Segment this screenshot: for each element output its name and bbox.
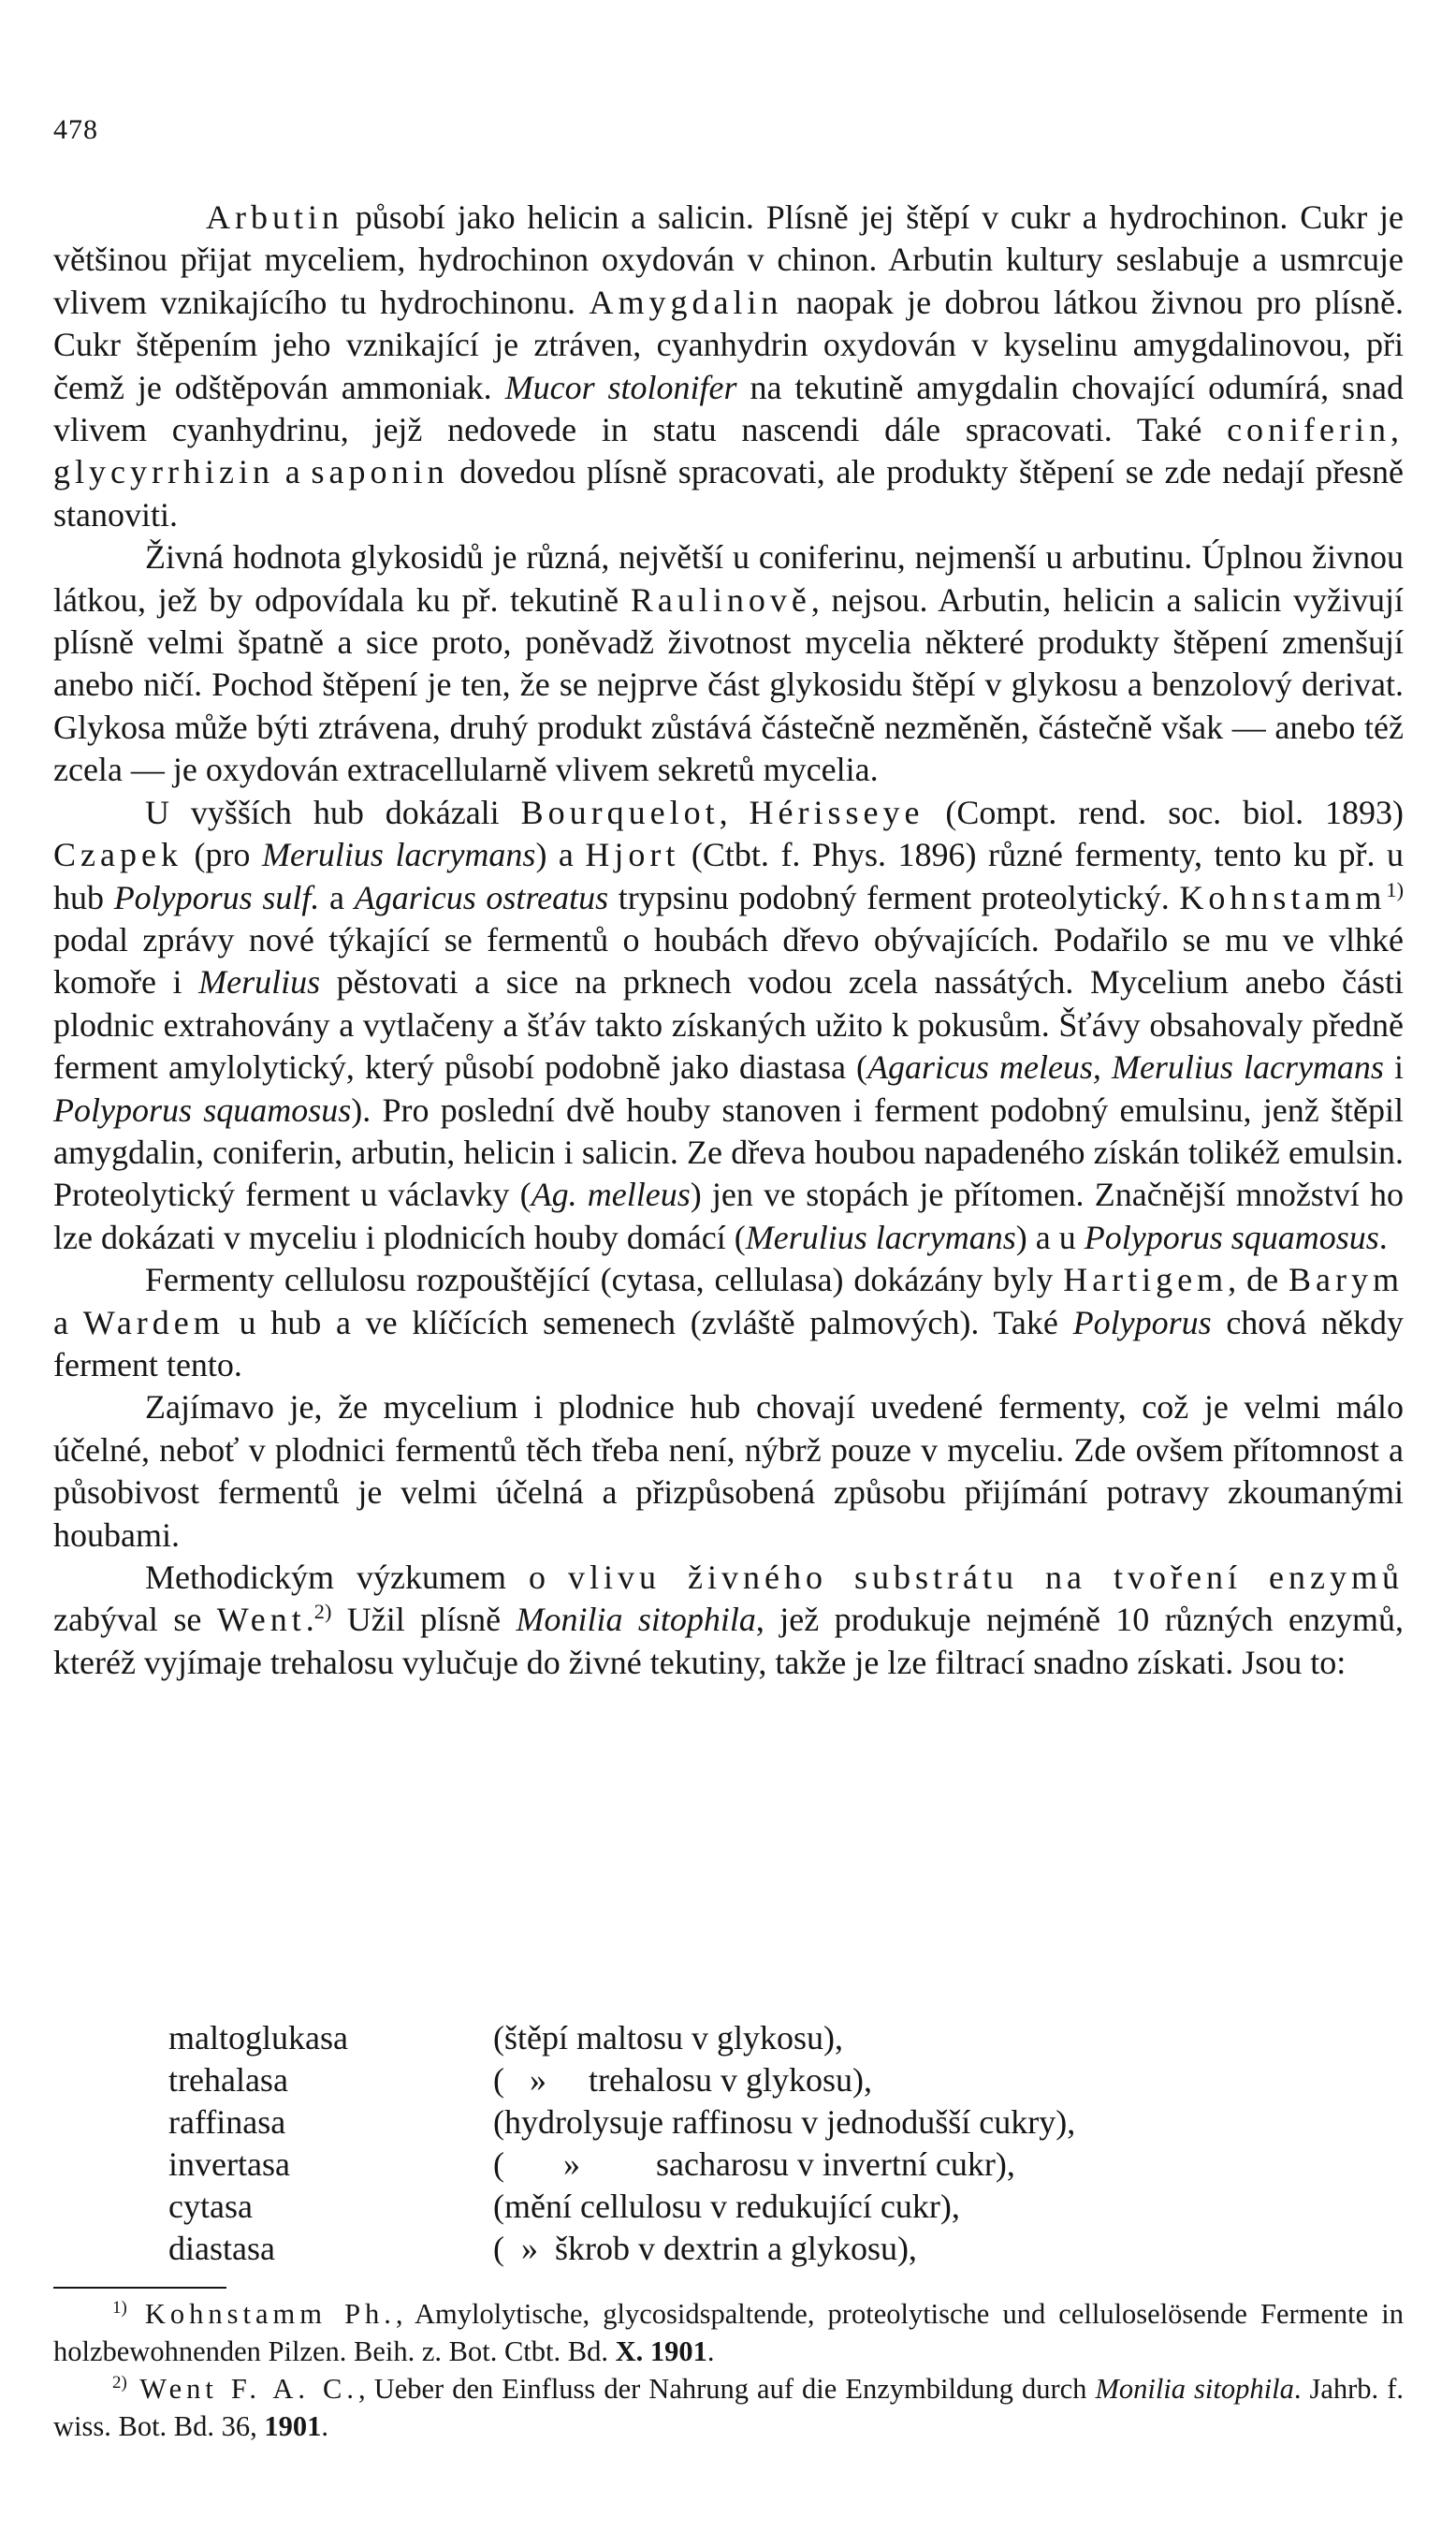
term-amygdalin: Amygdalin — [589, 283, 783, 321]
enzyme-name: raffinasa — [168, 2103, 286, 2141]
footnote-author: Went F. A. C. — [126, 2373, 359, 2405]
footnotes — [53, 2295, 1404, 2445]
enzyme-row — [168, 2059, 1075, 2101]
text-span: i — [1383, 1048, 1404, 1087]
species-merulius: Merulius lacrymans — [261, 836, 536, 874]
enzyme-desc: ( » trehalosu v glykosu), — [493, 2061, 872, 2099]
paragraph-arbutin — [53, 197, 1404, 536]
text-span: Methodickým výzkumem o — [145, 1559, 569, 1596]
author-ward: Wardem — [82, 1303, 225, 1341]
enzyme-desc: (hydrolysuje raffinosu v jednodušší cukry), — [493, 2103, 1076, 2141]
species-merulius: Merulius — [198, 963, 321, 1002]
text-span: , Ueber den Einfluss der Nahrung auf die Enzymbildung durch — [358, 2373, 1096, 2405]
author-czapek: Czapek — [53, 836, 182, 874]
paragraph-vyssi-houby — [53, 792, 1404, 1259]
author-hjort: Hjort — [585, 836, 680, 874]
enzyme-name: trehalasa — [168, 2061, 288, 2099]
enzyme-name: cytasa — [168, 2188, 253, 2225]
author-hartig: Hartigem — [1063, 1261, 1229, 1299]
species-agaricus: Ag. melleus — [531, 1176, 691, 1214]
species-polyporus: Polyporus squamosus — [1084, 1218, 1379, 1256]
text-span: . Jahrb. f. wiss. Bot. Bd. 36, — [53, 2373, 1404, 2442]
text-span: (Ctbt. f. Phys. 1896) různé fermenty, tento ku př. u hub — [53, 836, 1405, 916]
enzyme-row — [168, 2017, 1075, 2059]
author-bary: Barym — [1289, 1261, 1404, 1299]
text-span: ) a — [535, 836, 586, 874]
footnote-mark: 1) — [112, 2297, 127, 2318]
text-span: naopak je dobrou látkou živnou pro plísně. Cukr štěpením jeho vznikající je ztráven, cyanhydrin oxydován v kyselinu amygdalinovou, při čemž je odštěpován ammoniak. — [53, 283, 1405, 406]
text-span: . — [305, 1601, 314, 1639]
enzyme-list — [168, 2017, 1075, 2270]
species-monilia: Monilia sitophila — [516, 1601, 756, 1639]
author-herisseye: Hérisseye — [749, 793, 925, 831]
text-span: Fermenty cellulosu rozpouštějící (cytasa, cellulasa) dokázány byly — [145, 1261, 1064, 1299]
term-arbutin: Arbutin — [206, 198, 343, 236]
author-bourquelot: Bourquelot — [520, 793, 720, 831]
text-span: a — [273, 453, 312, 491]
body-text — [53, 197, 1404, 1684]
text-span: trypsinu podobný ferment proteolytický. — [608, 878, 1180, 916]
text-span: ) jen ve stopách je přítomen. Značnější množství ho lze dokázati v myceliu i plodnicích houby domácí ( — [53, 1176, 1404, 1256]
footnote-2 — [53, 2370, 1404, 2445]
text-span: U vyšších hub dokázali — [145, 793, 521, 831]
species-polyporus: Polyporus squamosus — [53, 1090, 352, 1129]
term-saponin: saponin — [311, 453, 449, 491]
text-span: podal zprávy nové týkající se fermentů o houbách dřevo obývajících. Podařilo se mu ve vlhké komoře i — [53, 920, 1404, 1002]
text-span: ). Pro poslední dvě houby stanoven i ferment podobný emulsinu, jenž štěpil amygdalin, coniferin, arbutin, helicin i salicin. Ze dřeva houbou napadeného získán tolikéž emulsin. Proteolytický ferment u václavky ( — [53, 1090, 1404, 1214]
enzyme-name: invertasa — [168, 2145, 290, 2183]
text-span: , nejsou. Arbutin, helicin a salicin vyživují plísně velmi špatně a sice proto, poněvadž životnost mycelia některé produkty štěpení zmenšují anebo ničí. Pochod štěpení je ten, že se nejprve část glykosidu štěpí v glykosu a benzolový derivat. Glykosa může býti ztrávena, druhý produkt zůstává částečně nezměněn, částečně však — anebo též zcela — je oxydován extracellularně vlivem sekretů mycelia. — [53, 580, 1404, 789]
enzyme-row — [168, 2144, 1075, 2186]
text-span: na tekutině amygdalin chovající odumírá, snad vlivem cyanhydrinu, jejž nedovede in statu nascendi dále spracovati. Také — [53, 368, 1405, 449]
paragraph-mycelium: Zajímavo je, že mycelium i plodnice hub chovají uvedené fermenty, což je velmi málo účelné, neboť v plodnici fermentů těch třeba není, nýbrž pouze v myceliu. Zde ovšem přítomnost a působivost fermentů je velmi účelná a přizpůsobená způsobu přijímání potravy zkoumanými houbami. — [53, 1388, 1404, 1554]
term-vliv-substratu: vlivu živného substrátu na tvoření enzymů — [568, 1559, 1404, 1596]
text-span: ) a u — [1015, 1218, 1085, 1256]
footnote-year: 1901 — [264, 2410, 322, 2442]
enzyme-name: maltoglukasa — [168, 2019, 348, 2056]
text-span: , Amylolytische, glycosidspaltende, proteolytische und celluloselösende Fermente in holzbewohnenden Pilzen. Beih. z. Bot. Ctbt. Bd. — [53, 2298, 1404, 2367]
author-went: Went — [216, 1601, 306, 1639]
footnote-mark: 2) — [112, 2372, 127, 2393]
page-number: 478 — [53, 114, 98, 145]
term-raulin: Raulinově — [630, 580, 811, 619]
paragraph-went — [53, 1557, 1404, 1684]
species-monilia: Monilia sitophila — [1095, 2373, 1294, 2405]
text-span: zabýval se — [53, 1601, 217, 1639]
footnote-volume: X. 1901 — [615, 2335, 707, 2367]
enzyme-name: diastasa — [168, 2230, 275, 2267]
term-coniferin: coniferin, glycyrrhizin — [53, 411, 1404, 491]
text-span: (Compt. rend. soc. biol. 1893) — [924, 793, 1405, 831]
footnote-ref-2[interactable]: 2) — [313, 1600, 332, 1624]
text-span: . — [321, 2410, 329, 2442]
enzyme-desc: ( » škrob v dextrin a glykosu), — [493, 2230, 917, 2267]
footnote-author: Kohnstamm Ph. — [126, 2298, 396, 2330]
enzyme-row — [168, 2228, 1075, 2270]
enzyme-row — [168, 2186, 1075, 2228]
text-span: pěstovati a sice na prknech vodou zcela nassátých. Mycelium anebo části plodnic extrahovány a vytlačeny a šťáv takto získaných užito k pokusům. Šťávy obsahovaly předně ferment amylolytický, který působí podobně jako diastasa ( — [53, 963, 1404, 1087]
text-span: . — [1378, 1218, 1388, 1256]
text-span: . — [706, 2335, 715, 2367]
paragraph-cellulosa — [53, 1259, 1404, 1386]
species-agaricus: Agaricus ostreatus — [354, 878, 609, 916]
enzyme-desc: (štěpí maltosu v glykosu), — [493, 2019, 843, 2056]
species-polyporus: Polyporus — [1072, 1303, 1212, 1341]
text-span: Užil plísně — [331, 1601, 517, 1639]
text-span: , jež produkuje nejméně 10 různých enzymů, kteréž vyjímaje trehalosu vylučuje do živné tekutiny, takže je lze filtrací snadno získati. Jsou to: — [53, 1601, 1404, 1681]
text-span: působí jako helicin a salicin. Plísně jej štěpí v cukr a hydrochinon. Cukr je většinou přijat myceliem, hydrochinon oxydován v chinon. Arbutin kultury seslabuje a usmrcuje vlivem vznikajícího tu hydrochinonu. — [53, 198, 1404, 321]
footnote-divider — [53, 2287, 226, 2289]
text-span: Živná hodnota glykosidů je různá, největší u coniferinu, nejmenší u arbutinu. Úplnou živnou látkou, jež by odpovídala ku př. tekutině — [53, 538, 1404, 619]
footnote-ref-1[interactable]: 1) — [1386, 877, 1404, 901]
text-span: chová někdy ferment tento. — [53, 1303, 1404, 1383]
text-span: a — [319, 878, 355, 916]
text-span: u hub a ve klíčících semenech (zvláště palmových). Také — [224, 1303, 1073, 1341]
enzyme-desc: ( » sacharosu v invertní cukr), — [493, 2145, 1015, 2183]
species-mucor: Mucor stolonifer — [504, 368, 737, 406]
text-span: , de — [1228, 1261, 1289, 1299]
species-agaricus-merulius: Agaricus meleus, Merulius lacrymans — [866, 1048, 1384, 1087]
enzyme-row — [168, 2101, 1075, 2144]
species-polyporus: Polyporus sulf. — [113, 878, 320, 916]
footnote-1 — [53, 2295, 1404, 2370]
text-span: (pro — [182, 836, 262, 874]
enzyme-desc: (mění cellulosu v redukující cukr), — [493, 2188, 960, 2225]
paragraph-glykosidy — [53, 536, 1404, 791]
text-span: a — [53, 1303, 83, 1341]
author-kohnstamm: Kohnstamm — [1179, 878, 1387, 916]
species-merulius: Merulius lacrymans — [745, 1218, 1016, 1256]
text-span: dovedou plísně spracovati, ale produkty štěpení se zde nedají přesně stanoviti. — [53, 453, 1404, 534]
text-span: , — [719, 793, 750, 831]
